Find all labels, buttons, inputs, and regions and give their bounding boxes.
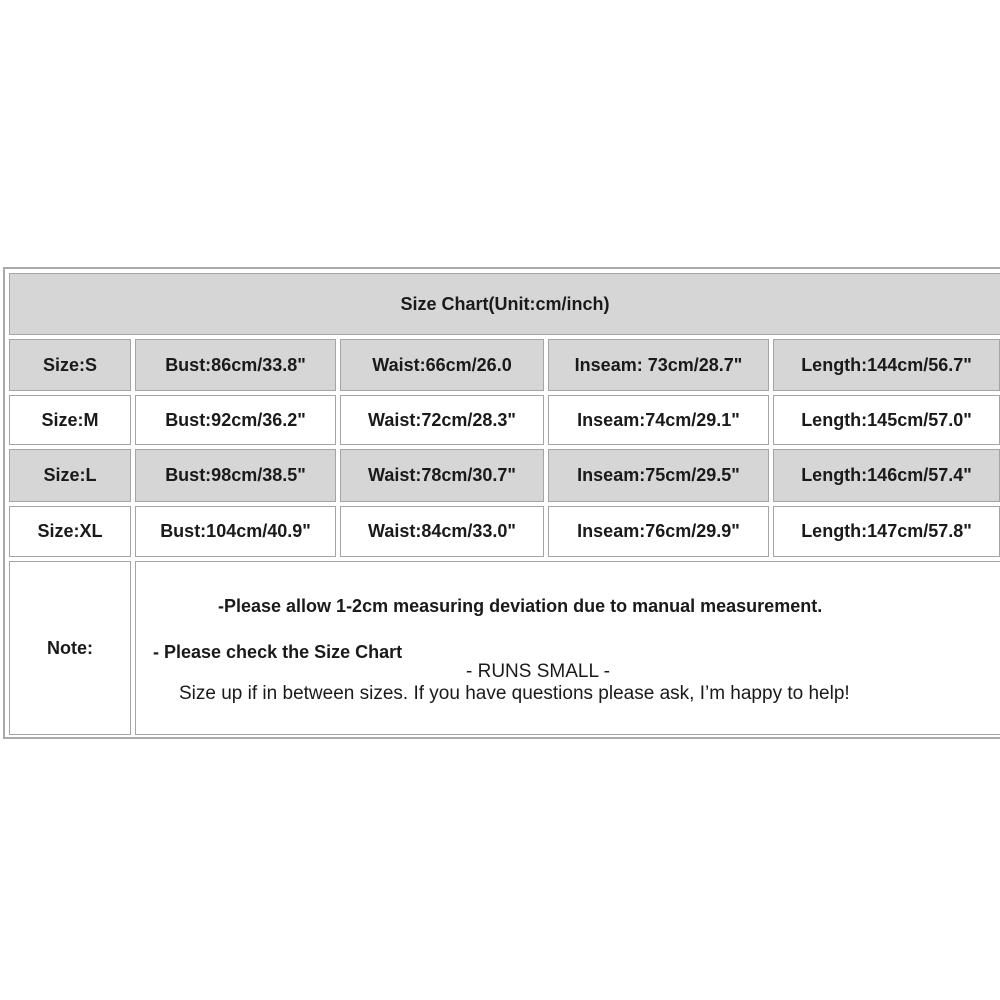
waist-cell: Waist:78cm/30.7"	[340, 449, 544, 502]
inseam-cell: Inseam:76cm/29.9"	[548, 506, 769, 557]
note-deviation-text: -Please allow 1-2cm measuring deviation due to manual measurement.	[218, 596, 823, 616]
waist-cell: Waist:72cm/28.3"	[340, 395, 544, 445]
waist-cell: Waist:84cm/33.0"	[340, 506, 544, 557]
inseam-cell: Inseam:75cm/29.5"	[548, 449, 769, 502]
note-runs-small-text: - RUNS SMALL -	[466, 661, 610, 682]
size-chart-table	[3, 267, 1000, 739]
bust-cell: Bust:86cm/33.8"	[135, 339, 336, 391]
length-cell: Length:146cm/57.4"	[773, 449, 1000, 502]
length-cell: Length:147cm/57.8"	[773, 506, 1000, 557]
bust-cell: Bust:92cm/36.2"	[135, 395, 336, 445]
inseam-cell: Inseam:74cm/29.1"	[548, 395, 769, 445]
size-cell: Size:M	[9, 395, 131, 445]
bust-cell: Bust:98cm/38.5"	[135, 449, 336, 502]
size-cell: Size:XL	[9, 506, 131, 557]
note-check-chart-text: - Please check the Size Chart	[153, 642, 403, 662]
size-chart-title: Size Chart(Unit:cm/inch)	[9, 273, 1000, 335]
note-body	[135, 561, 1000, 735]
waist-cell: Waist:66cm/26.0	[340, 339, 544, 391]
inseam-cell: Inseam: 73cm/28.7"	[548, 339, 769, 391]
note-size-up-text: Size up if in between sizes. If you have questions please ask, I’m happy to help!	[179, 683, 850, 704]
size-cell: Size:L	[9, 449, 131, 502]
length-cell: Length:144cm/56.7"	[773, 339, 1000, 391]
note-label: Note:	[9, 561, 131, 735]
size-cell: Size:S	[9, 339, 131, 391]
length-cell: Length:145cm/57.0"	[773, 395, 1000, 445]
bust-cell: Bust:104cm/40.9"	[135, 506, 336, 557]
